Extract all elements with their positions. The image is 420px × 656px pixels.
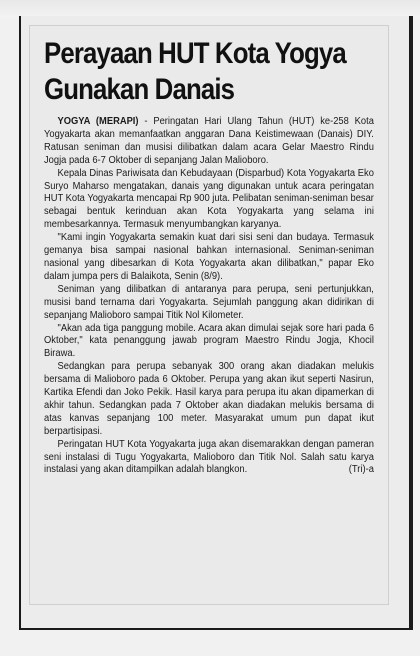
lead-paragraph xyxy=(44,116,374,168)
lead-text: - Peringatan Hari Ulang Tahun (HUT) ke-258 Kota Yogyakarta akan memanfaatkan anggaran Dana Keistimewaan (Danais) DIY. Ratusan seniman dan musisi dilibatkan dalam acara Gelar Maestro Rindu Jogja pada 6-7 Oktober di sepanjang Jalan Malioboro. xyxy=(44,116,374,166)
paragraph-6: Sedangkan para perupa sebanyak 300 orang akan diadakan melukis bersama di Malioboro pada 6 Oktober. Perupa yang akan ikut seperti Nasirun, Kartika Efendi dan Joko Pekik. Hasil karya para perupa itu akan dipamerkan di akhir tahun. Sedangkan pada 7 Oktober akan diadakan melukis bersama di atas kanvas sepanjang 100 meter. Masyarakat umum pun dapat ikut berpartisipasi. xyxy=(44,361,374,437)
paragraph-3: "Kami ingin Yogyakarta semakin kuat dari sisi seni dan budaya. Termasuk gemanya bisa sampai nasional bahkan internasional. Seniman-seniman nasional yang dibesarkan di Kota Yogyakarta akan dilibatkan," papar Eko dalam jumpa pers di Balaikota, Senin (8/9). xyxy=(44,232,374,282)
headline: Perayaan HUT Kota Yogya Gunakan Danais xyxy=(44,37,346,106)
paragraph-7-text: Peringatan HUT Kota Yogyakarta juga akan disemarakkan dengan pameran seni instalasi di Tugu Yogyakarta, Malioboro dan Titik Nol. Salah satu karya instalasi yang akan ditampilkan adalah blangkon. xyxy=(44,438,374,476)
paragraph-5: "Akan ada tiga panggung mobile. Acara akan dimulai sejak sore hari pada 6 Oktober," kata penanggung jawab program Maestro Rindu Jogja, Khocil Birawa. xyxy=(44,322,374,360)
paragraph-4: Seniman yang dilibatkan di antaranya para perupa, seni pertunjukkan, musisi band ternama dari Yogyakarta. Sejumlah panggung akan didirikan di sepanjang Malioboro sampai Titik Nol Kilometer. xyxy=(44,283,374,321)
article-clipping xyxy=(30,26,388,604)
article-body xyxy=(44,116,374,477)
byline: (Tri)-a xyxy=(348,464,374,476)
dateline: YOGYA (MERAPI) xyxy=(57,116,139,127)
paragraph-2: Kepala Dinas Pariwisata dan Kebudayaan (Disparbud) Kota Yogyakarta Eko Suryo Maharso mengatakan, danais yang digunakan untuk acara peringatan HUT Kota Yogyakarta mencapai Rp 900 juta. Pelibatan seniman-seniman besar sebagai bentuk kerinduan akan Kota Yogyakarta yang selama ini membesarkannya. Termasuk menyumbangkan karyanya. xyxy=(44,167,374,231)
paragraph-7 xyxy=(44,439,374,478)
